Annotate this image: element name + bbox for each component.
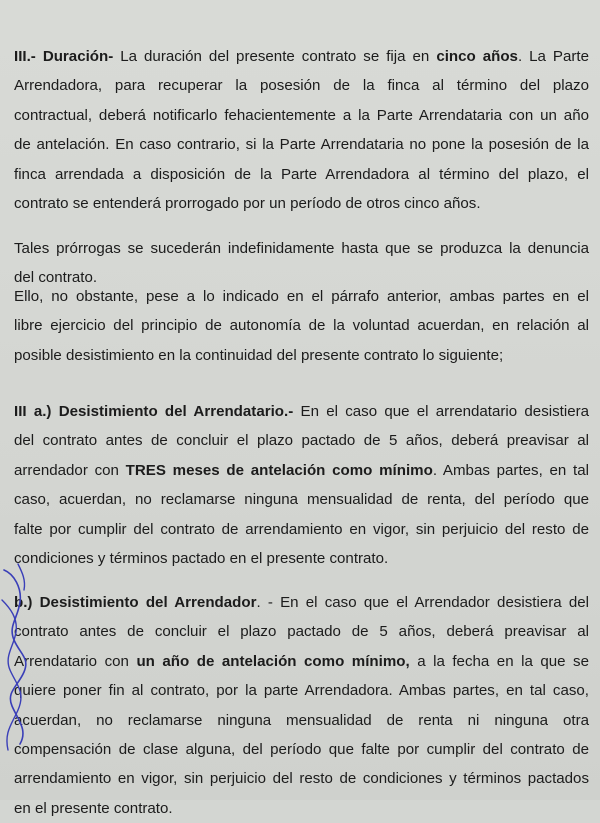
text-line: Arrendatario con un año de antelación como mínimo, a la fecha en la que se bbox=[14, 652, 589, 670]
text-line: III a.) Desistimiento del Arrendatario.- En el caso que el arrendatario desistiera bbox=[14, 403, 590, 420]
text-line: contrato antes de concluir el plazo pactado de 5 años, deberá preavisar al bbox=[14, 623, 589, 641]
text-line: libre ejercicio del principio de autonomía de la voluntad acuerdan, en relación al bbox=[14, 317, 589, 335]
text-line: acuerdan, no reclamarse ninguna mensualidad de renta ni ninguna otra bbox=[14, 711, 589, 729]
section-heading: b.) Desistimiento del Arrendador bbox=[14, 594, 257, 611]
text-line: compensación de clase alguna, del período que falte por cumplir del contrato de bbox=[14, 741, 589, 759]
text-line: posible desistimiento en la continuidad del presente contrato lo siguiente; bbox=[14, 346, 504, 364]
text-line: arrendamiento en vigor, sin perjuicio del resto de condiciones y términos pactados bbox=[14, 770, 589, 788]
text-line: Ello, no obstante, pese a lo indicado en el párrafo anterior, ambas partes en el bbox=[14, 288, 589, 305]
section-number: III.- bbox=[14, 48, 36, 65]
text-line: condiciones y términos pactado en el presente contrato. bbox=[14, 550, 389, 568]
text-line: contrato se entenderá prorrogado por un período de otros cinco años. bbox=[14, 195, 481, 213]
text-line: Arrendadora, para recuperar la posesión de la finca al término del plazo bbox=[14, 77, 589, 95]
text-line: Tales prórrogas se sucederán indefinidamente hasta que se produzca la denuncia bbox=[14, 240, 589, 257]
text-line: contractual, deberá notificarlo fehacientemente a la Parte Arrendataria con un año bbox=[14, 106, 589, 124]
exception-paragraph bbox=[14, 282, 589, 370]
text-line: III.- Duración- La duración del presente contrato se fija en cinco años. La Parte bbox=[14, 48, 589, 65]
section-heading: III a.) Desistimiento del Arrendatario.- bbox=[14, 403, 294, 420]
text-line: finca arrendada a disposición de la Parte Arrendadora al término del plazo, el bbox=[14, 165, 589, 183]
text-line: b.) Desistimiento del Arrendador. - En el caso que el Arrendador desistiera del bbox=[14, 594, 589, 611]
text-line: falte por cumplir del contrato de arrendamiento en vigor, sin perjuicio del resto de bbox=[14, 520, 589, 538]
section-3-duration bbox=[14, 42, 589, 218]
section-heading: Duración- bbox=[42, 48, 114, 65]
text-line: de antelación. En caso contrario, si la Parte Arrendataria no pone la posesión de la bbox=[14, 136, 589, 154]
text-line: del contrato antes de concluir el plazo pactado de 5 años, deberá preavisar al bbox=[14, 432, 589, 450]
section-3b-landlord-withdrawal bbox=[14, 588, 589, 823]
text-line: caso, acuerdan, no reclamarse ninguna mensualidad de renta, del período que bbox=[14, 491, 589, 509]
text-line: quiere poner fin al contrato, por la parte Arrendadora. Ambas partes, en tal caso, bbox=[14, 682, 589, 700]
section-3a-tenant-withdrawal bbox=[14, 397, 589, 573]
text-line: en el presente contrato. bbox=[14, 799, 173, 817]
text-line: arrendador con TRES meses de antelación como mínimo. Ambas partes, en tal bbox=[14, 461, 589, 479]
text-line: del contrato. bbox=[14, 269, 98, 287]
